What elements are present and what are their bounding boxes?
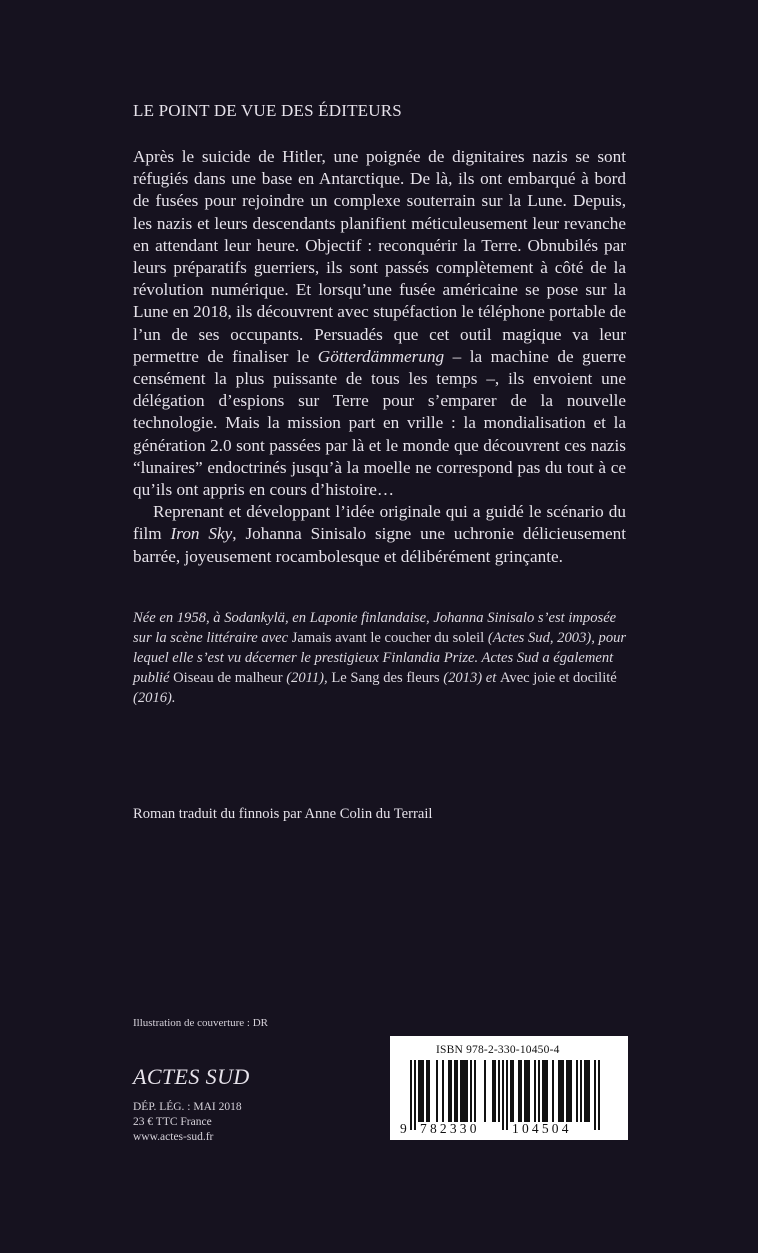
bio-run: (2016). <box>133 690 176 706</box>
barcode-bar <box>598 1060 600 1130</box>
barcode-bar <box>464 1060 466 1122</box>
barcode-bar <box>422 1060 424 1122</box>
barcode-bar <box>566 1060 568 1122</box>
barcode-bar <box>510 1060 512 1122</box>
barcode-bar <box>456 1060 458 1122</box>
illustration-credit: Illustration de couverture : DR <box>133 1017 269 1029</box>
paragraph1-run: Götterdämmerung <box>317 346 445 366</box>
author-bio <box>133 608 633 708</box>
summary-paragraph-1 <box>133 146 626 501</box>
bio-run: Le Sang des fleurs <box>331 670 440 686</box>
barcode-bar <box>502 1060 504 1130</box>
barcode-bar <box>538 1060 540 1122</box>
barcode-bar <box>448 1060 450 1122</box>
barcode-bar <box>542 1060 544 1122</box>
barcode-bar <box>586 1060 588 1122</box>
paragraph1-run: Après le suicide de Hitler, une poignée de dignitaires nazis se sont réfugiés dans une base en Antarctique. De là, ils ont embarqué à bord de fusées pour rejoindre un complexe souterrain sur la Lune. Depuis, les nazis et leurs descendants planifient méticuleusement leur revanche en attendant leur heure. Objectif : reconquérir la Terre. Obnubilés par leurs préparatifs guerriers, ils sont passés complètement à côté de la révolution numérique. Et lorsqu’une fusée américaine se pose sur la Lune en 2018, ils découvrent avec stupéfaction le téléphone portable de l’un de ses occupants. Persuadés que cet outil magique va leur permettre de finaliser le <box>133 147 626 366</box>
bio-run: (2013) et <box>439 670 500 686</box>
paragraph2-run: Reprenant et développant l’idée originale qui a guidé le scénario du film <box>133 502 626 544</box>
legal-info <box>133 1100 242 1145</box>
barcode-bar <box>558 1060 560 1122</box>
barcode-bar <box>512 1060 514 1122</box>
barcode-bar <box>524 1060 526 1122</box>
bio-run: Avec joie et docilité <box>499 670 617 686</box>
barcode-digits-left: 782330 <box>420 1121 480 1136</box>
barcode-bar <box>450 1060 452 1122</box>
translator-credit: Roman traduit du finnois par Anne Colin du Terrail <box>133 806 433 822</box>
barcode-box <box>390 1036 628 1140</box>
barcode-bar <box>462 1060 464 1122</box>
barcode-bar <box>494 1060 496 1122</box>
barcode-bar <box>442 1060 444 1122</box>
barcode-bar <box>570 1060 572 1122</box>
legal-deposit: DÉP. LÉG. : MAI 2018 <box>133 1101 242 1113</box>
barcode-bar <box>436 1060 438 1122</box>
barcode-bar <box>562 1060 564 1122</box>
summary-text <box>133 146 626 568</box>
bio-run: (2011), <box>282 670 332 686</box>
barcode-bar <box>594 1060 596 1130</box>
barcode-bar <box>474 1060 476 1122</box>
barcode-bar <box>426 1060 428 1122</box>
barcode-bar <box>584 1060 586 1122</box>
barcode-bar <box>498 1060 500 1122</box>
bio-run: (Actes Sud, 2003), pour lequel elle s’est vu décerner le prestigieux Finlandia Prize. Actes Sud a également publié <box>133 630 627 686</box>
barcode-bar <box>492 1060 494 1122</box>
paragraph2-run: , Johanna Sinisalo signe une uchronie délicieusement barrée, joyeusement rocambolesque et délibérément grinçante. <box>133 524 626 566</box>
barcode-bar <box>460 1060 462 1122</box>
barcode-bar <box>454 1060 456 1122</box>
barcode-bar <box>410 1060 412 1130</box>
bio-run: Oiseau de malheur <box>173 670 283 686</box>
barcode-bar <box>580 1060 582 1122</box>
bio-run: Née en 1958, à Sodankylä, en Laponie finlandaise, Johanna Sinisalo s’est imposée sur la scène littéraire avec <box>133 610 617 646</box>
barcode-bar <box>420 1060 422 1122</box>
barcode-bar <box>484 1060 486 1122</box>
barcode-bar <box>466 1060 468 1122</box>
barcode-bar <box>568 1060 570 1122</box>
paragraph2-run: Iron Sky <box>170 524 233 544</box>
barcode-bar <box>560 1060 562 1122</box>
publisher-logo: ACTES SUD <box>133 1064 250 1089</box>
barcode-bar <box>518 1060 520 1122</box>
barcode-bar <box>576 1060 578 1122</box>
barcode-digit-first: 9 <box>400 1121 410 1136</box>
isbn-label: ISBN 978-2-330-10450-4 <box>436 1044 560 1056</box>
barcode-bar <box>428 1060 430 1122</box>
bio-run: Jamais avant le coucher du soleil <box>291 630 485 646</box>
barcode-bar <box>470 1060 472 1122</box>
barcode-digits-right: 104504 <box>512 1121 572 1136</box>
website: www.actes-sud.fr <box>133 1131 214 1143</box>
barcode-bar <box>534 1060 536 1122</box>
barcode-bar <box>506 1060 508 1130</box>
section-heading: LE POINT DE VUE DES ÉDITEURS <box>133 101 402 120</box>
summary-paragraph-2 <box>133 501 626 568</box>
barcode-bar <box>418 1060 420 1122</box>
barcode-bar <box>414 1060 416 1130</box>
price: 23 € TTC France <box>133 1116 212 1128</box>
barcode-bar <box>546 1060 548 1122</box>
barcode-bar <box>544 1060 546 1122</box>
barcode-bar <box>588 1060 590 1122</box>
paragraph1-run: – la machine de guerre censément la plus puissante de tous les temps –, ils envoient une délégation d’espions sur Terre pour s’emparer de la nouvelle technologie. Mais la mission part en vrille : la mondialisation et la génération 2.0 sont passées par là et le monde que découvrent ces nazis “lunaires” endoctrinés jusqu’à la moelle ne correspond pas du tout à ce qu’ils ont appris en cours d’histoire… <box>133 346 626 500</box>
barcode-bar <box>528 1060 530 1122</box>
barcode-bar <box>526 1060 528 1122</box>
barcode-bar <box>520 1060 522 1122</box>
barcode-bar <box>552 1060 554 1122</box>
